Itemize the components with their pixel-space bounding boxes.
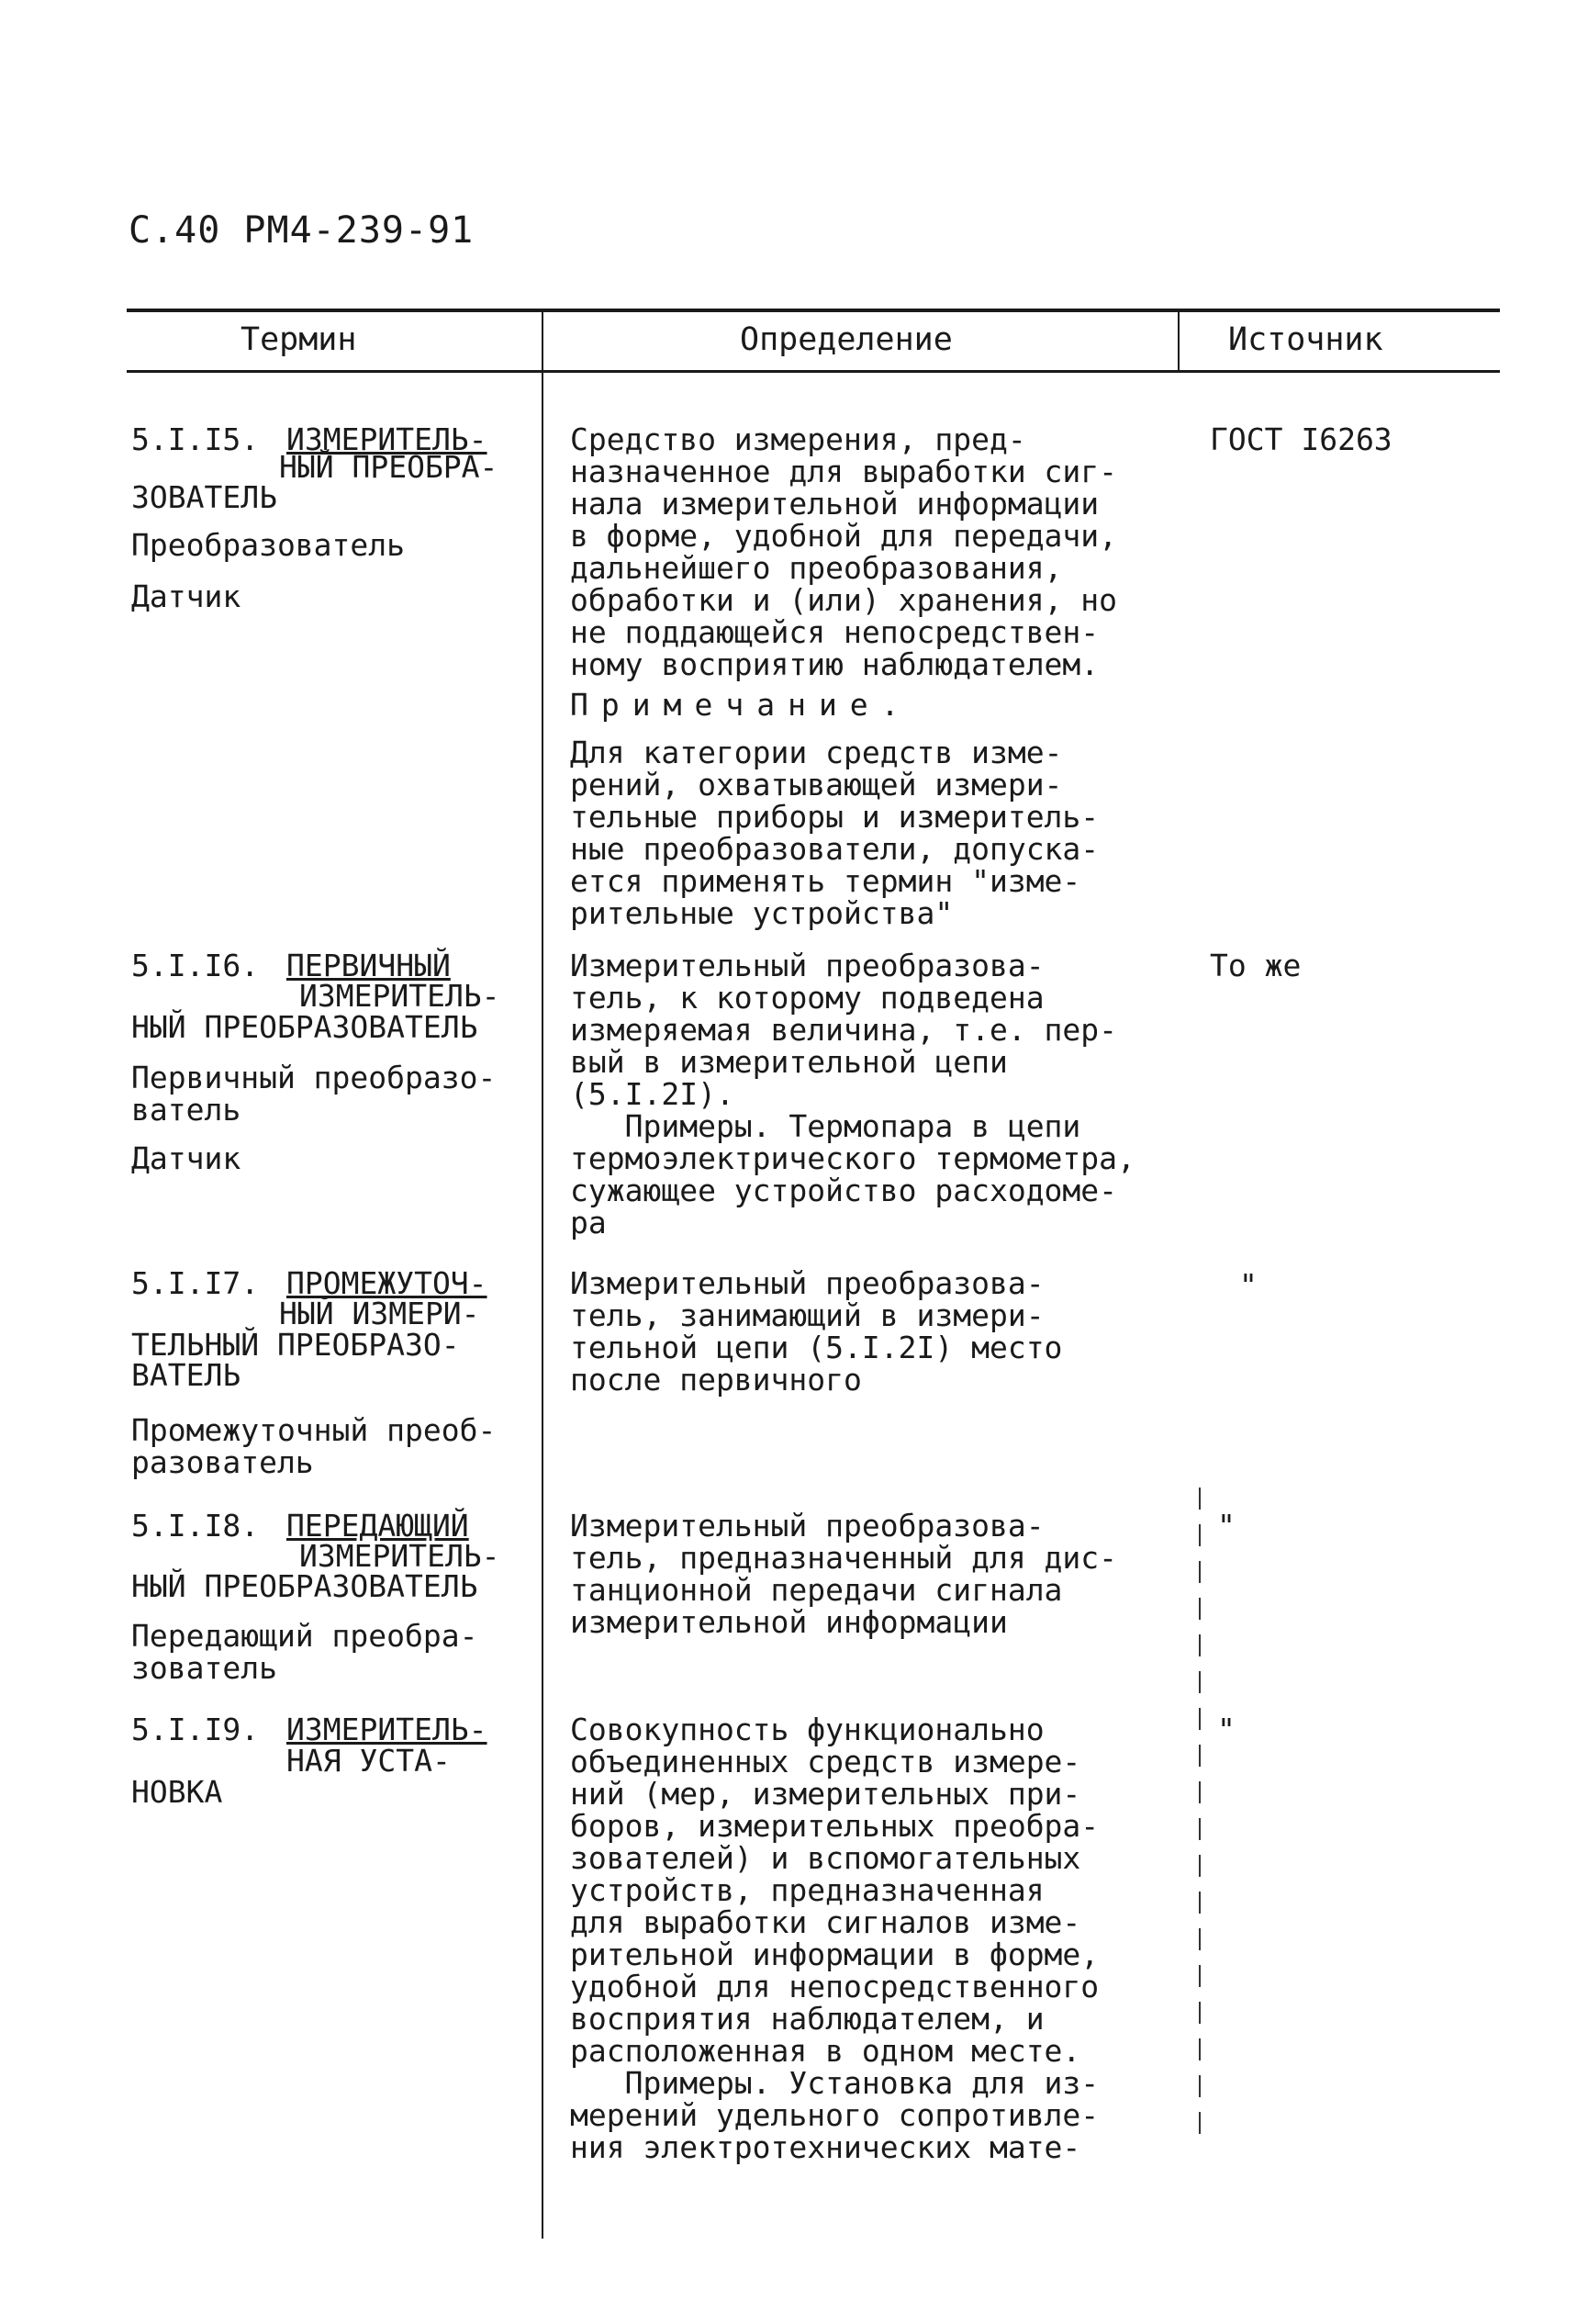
term-synonym: Датчик bbox=[131, 578, 241, 614]
column-header-source: Источник bbox=[1228, 321, 1383, 358]
term-name: ТЕЛЬНЫЙ ПРЕОБРАЗО- bbox=[131, 1327, 460, 1363]
source-text: " bbox=[1217, 1508, 1236, 1544]
source-text: То же bbox=[1210, 948, 1302, 983]
table-top-rule bbox=[127, 309, 1500, 312]
definition-text: Совокупность функционально объединенных средств измере- ний (мер, измерительных при- боров, измерительных преобра- зователей) и вспомогательных устройств, предназначенная для выработки сигналов изме- рительной информации в форме, удобной для непосредственного восприятия наблюдателем, и расположенная в одном месте. Примеры. Установка для из- мерений удельного сопротивле- ния электротехнических мате- bbox=[570, 1712, 1100, 2165]
term-name: НОВКА bbox=[131, 1774, 223, 1810]
term-name: ИЗМЕРИТЕЛЬ- bbox=[286, 421, 487, 457]
term-name: НАЯ УСТА- bbox=[286, 1743, 451, 1779]
column-header-definition: Определение bbox=[740, 321, 953, 358]
term-name: ЗОВАТЕЛЬ bbox=[131, 479, 277, 515]
term-name: НЫЙ ПРЕОБРАЗОВАТЕЛЬ bbox=[131, 1568, 478, 1604]
term-name: ИЗМЕРИТЕЛЬ- bbox=[286, 1712, 487, 1747]
source-text: " bbox=[1217, 1712, 1236, 1747]
column-header-term: Термин bbox=[240, 321, 357, 358]
term-name: ПРОМЕЖУТОЧ- bbox=[286, 1265, 487, 1301]
source-text: ГОСТ I6263 bbox=[1210, 421, 1392, 457]
definition-text: Измерительный преобразова- тель, к которому подведена измеряемая величина, т.е. пер- вый в измерительной цепи (5.I.2I). Примеры. Термопара в цепи термоэлектрического термометра, сужающее устройство расходоме- ра bbox=[570, 948, 1135, 1241]
column-divider-1 bbox=[542, 310, 543, 2239]
note-label: Примечание. bbox=[570, 687, 912, 723]
term-synonym: Датчик bbox=[131, 1140, 241, 1176]
column-divider-2 bbox=[1178, 310, 1180, 373]
term-number: 5.I.I8. bbox=[131, 1508, 260, 1544]
term-synonym: Передающий преобра- зователь bbox=[131, 1618, 478, 1686]
term-synonym: Преобразователь bbox=[131, 527, 406, 563]
definition-text: Измерительный преобразова- тель, занимающий в измери- тельной цепи (5.I.2I) место после первичного bbox=[570, 1265, 1063, 1398]
source-column-dashes bbox=[1199, 1488, 1201, 2149]
term-synonym: Промежуточный преоб- разователь bbox=[131, 1412, 497, 1480]
term-name: ПЕРВИЧНЫЙ bbox=[286, 948, 451, 983]
term-number: 5.I.I7. bbox=[131, 1265, 260, 1301]
term-number: 5.I.I5. bbox=[131, 421, 260, 457]
term-name: ПЕРЕДАЮЩИЙ bbox=[286, 1508, 469, 1544]
term-name: НЫЙ ПРЕОБРА- bbox=[279, 449, 498, 485]
term-number: 5.I.I9. bbox=[131, 1712, 260, 1747]
definition-text: Средство измерения, пред- назначенное для выработки сиг- нала измерительной информации в форме, удобной для передачи, дальнейшего преобразования, обработки и (или) хранения, но не поддающейся непосредствен- ному восприятию наблюдателем. bbox=[570, 421, 1118, 682]
term-name: ИЗМЕРИТЕЛЬ- bbox=[299, 978, 500, 1014]
definition-text: Измерительный преобразова- тель, предназначенный для дис- танционной передачи сигнала измерительной информации bbox=[570, 1508, 1118, 1640]
term-name: НЫЙ ИЗМЕРИ- bbox=[279, 1296, 480, 1331]
term-name: ВАТЕЛЬ bbox=[131, 1357, 241, 1393]
note-text: Для категории средств изме- рений, охватывающей измери- тельные приборы и измеритель- ные преобразователи, допуска- ется применять термин "изме- рительные устройства" bbox=[570, 735, 1100, 931]
source-text: " bbox=[1239, 1267, 1258, 1303]
term-synonym: Первичный преобразо- ватель bbox=[131, 1060, 497, 1128]
page-header: С.40 РМ4-239-91 bbox=[129, 209, 475, 252]
term-name: ИЗМЕРИТЕЛЬ- bbox=[299, 1538, 500, 1574]
table-header-rule bbox=[127, 370, 1500, 373]
term-number: 5.I.I6. bbox=[131, 948, 260, 983]
term-name: НЫЙ ПРЕОБРАЗОВАТЕЛЬ bbox=[131, 1009, 478, 1045]
